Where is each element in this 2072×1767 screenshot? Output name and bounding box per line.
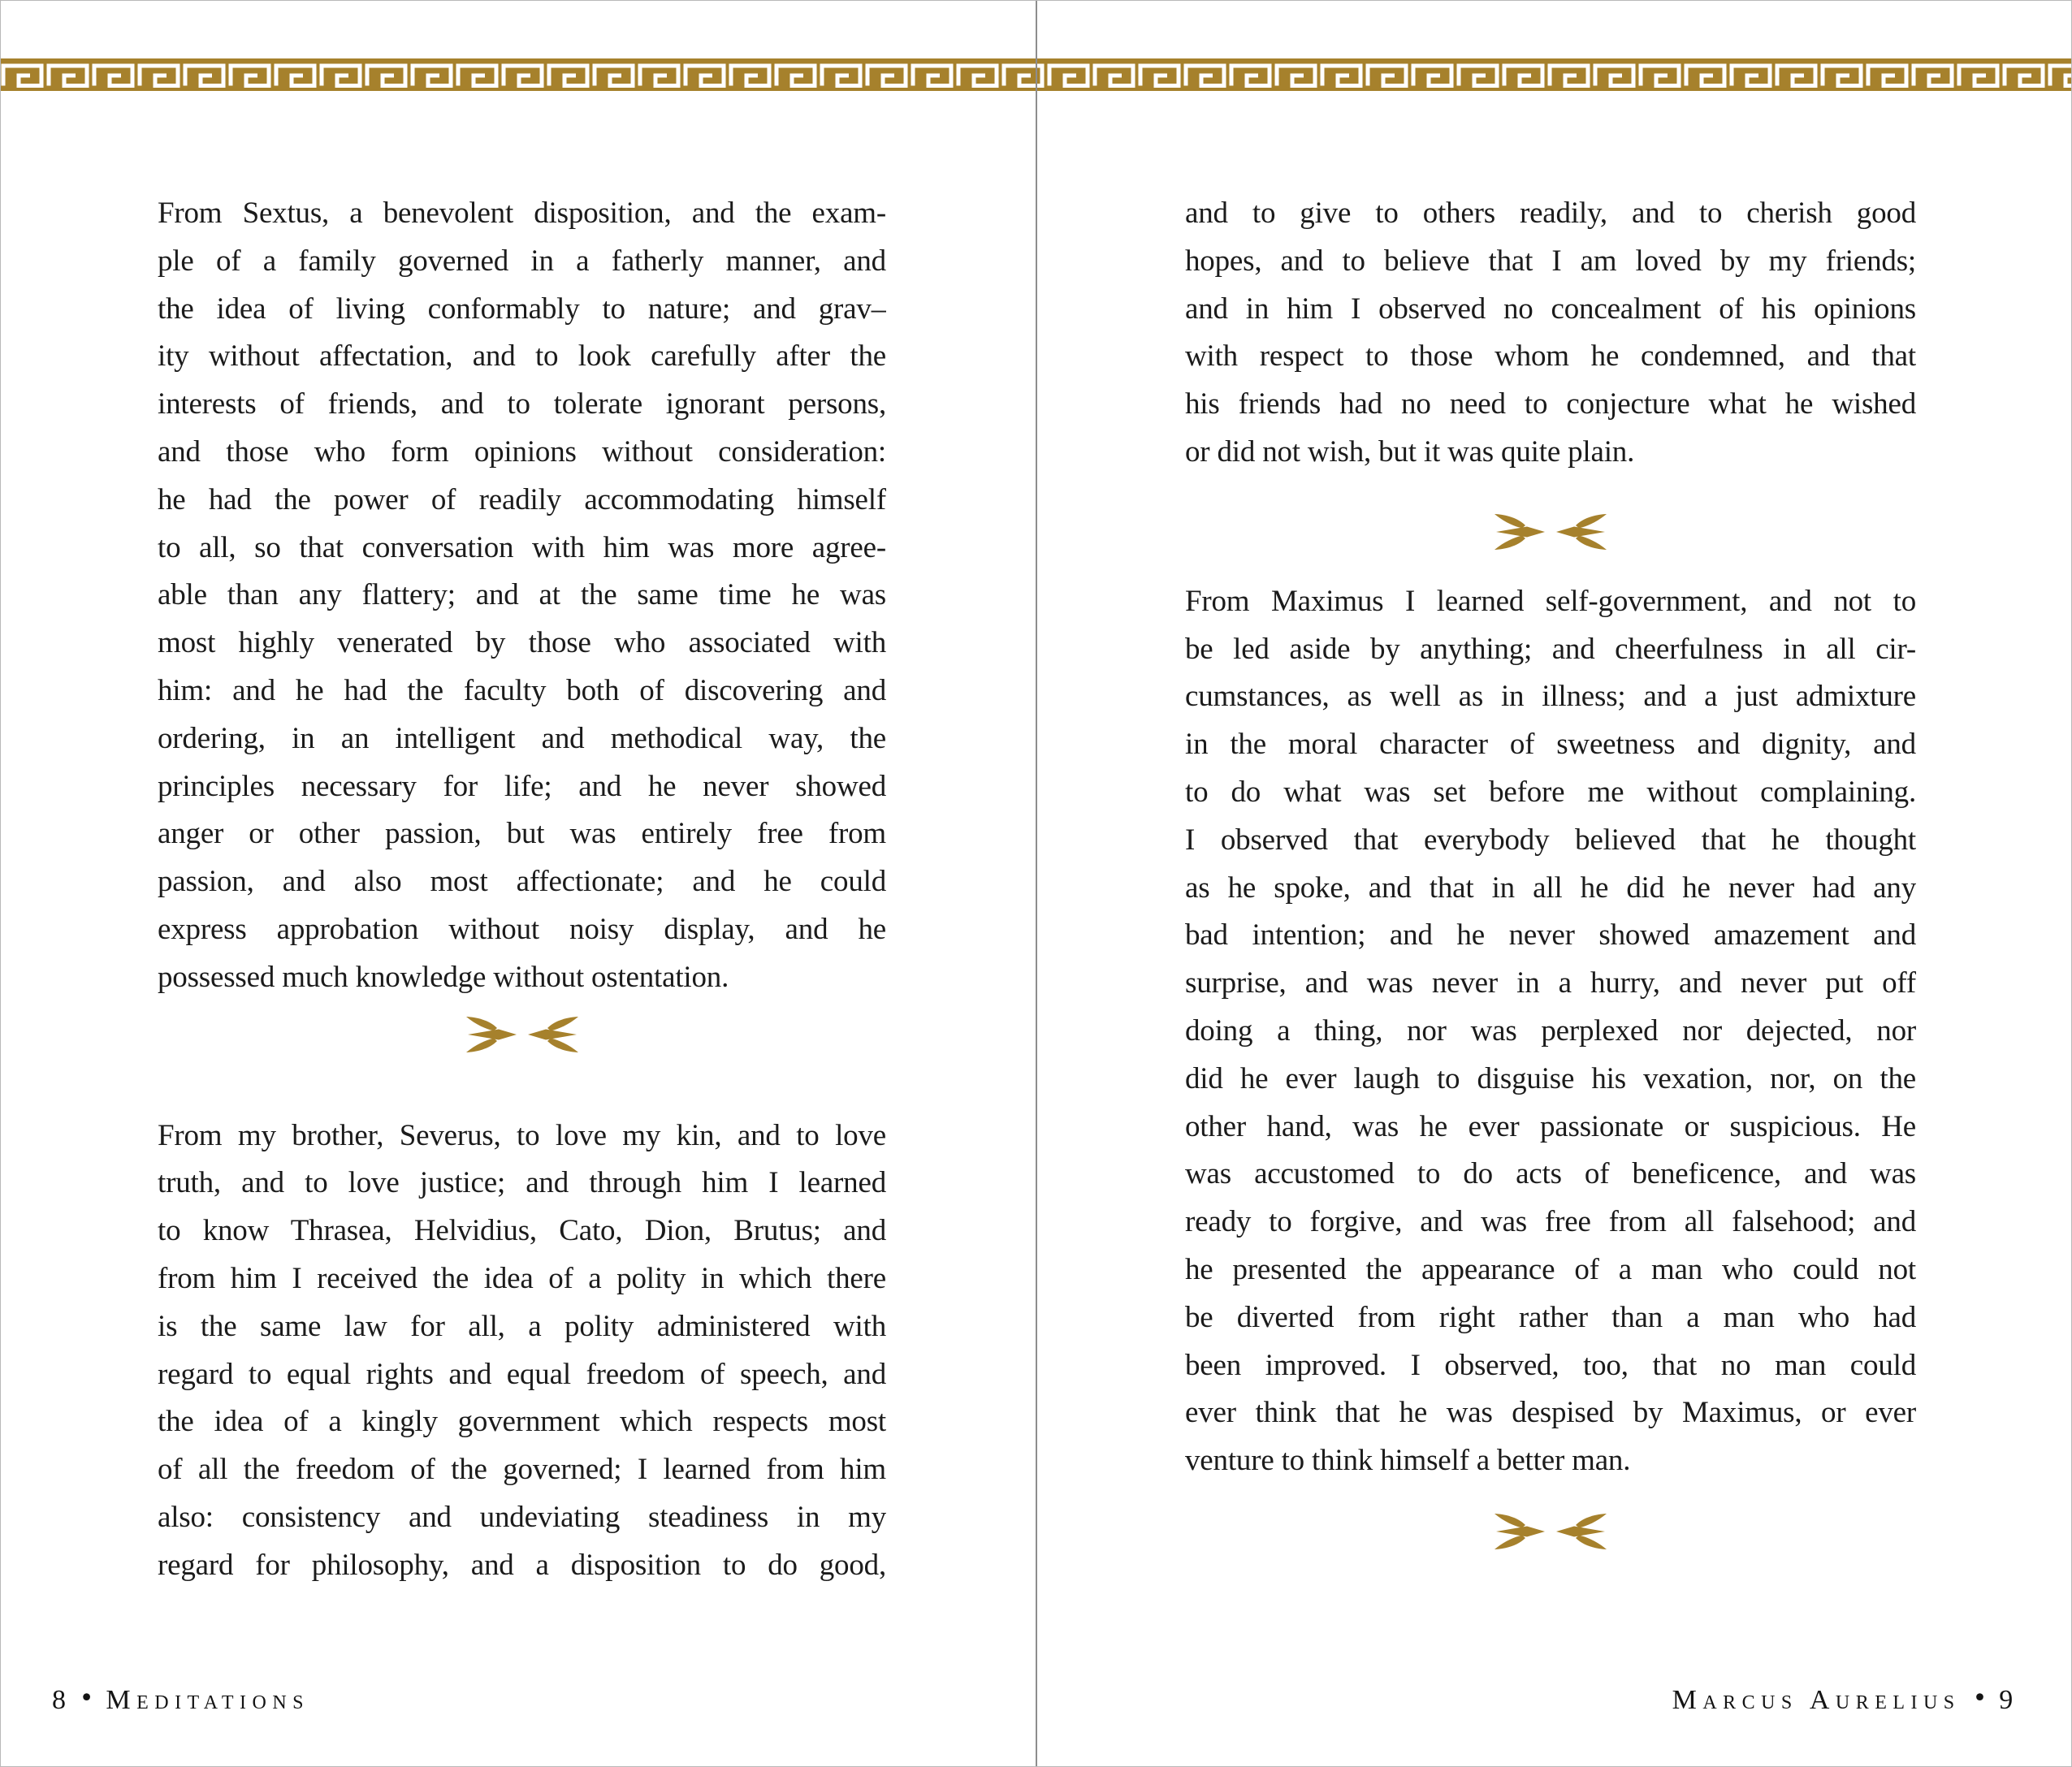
text-line: to know Thrasea, Helvidius, Cato, Dion, Brutus; and	[158, 1214, 886, 1248]
text-line: did he ever laugh to disguise his vexation, nor, on the	[1185, 1061, 1916, 1095]
text-line: passion, and also most affectionate; and he could	[158, 865, 886, 899]
text-line: from him I received the idea of a polity in which there	[158, 1261, 886, 1295]
text-line: anger or other passion, but was entirely free from	[158, 817, 886, 851]
text-line: and in him I observed no concealment of his opinions	[1185, 292, 1916, 326]
text-line: most highly venerated by those who associated with	[158, 626, 886, 660]
paragraph	[1185, 578, 1916, 1485]
text-line: he had the power of readily accommodating himself	[158, 482, 886, 516]
right-page-number: 9	[1999, 1685, 2014, 1715]
text-line: or did not wish, but it was quite plain.	[1185, 434, 1635, 469]
text-line: possessed much knowledge without ostentation.	[158, 960, 729, 994]
text-line: regard for philosophy, and a disposition to do good,	[158, 1548, 886, 1582]
text-line: able than any flattery; and at the same time he was	[158, 578, 886, 612]
text-line: ever think that he was despised by Maximus, or ever	[1185, 1396, 1916, 1430]
text-line: cumstances, as well as in illness; and a just admixture	[1185, 680, 1916, 714]
right-page-footer	[1672, 1685, 2014, 1716]
author-name: Marcus Aurelius	[1672, 1685, 1961, 1715]
facing-arrows-fleuron-icon	[453, 1017, 591, 1052]
text-line: other hand, was he ever passionate or suspicious. He	[1185, 1109, 1916, 1143]
text-line: and those who form opinions without consideration:	[158, 434, 886, 469]
facing-arrows-fleuron-icon	[1482, 514, 1620, 550]
footer-bullet-icon: •	[1972, 1684, 1988, 1713]
paragraph	[158, 190, 886, 1002]
text-line: as he spoke, and that in all he did he never had any	[1185, 871, 1916, 905]
text-line: also: consistency and undeviating steadiness in my	[158, 1500, 886, 1534]
text-line: doing a thing, nor was perplexed nor dejected, nor	[1185, 1013, 1916, 1048]
text-line: venture to think himself a better man.	[1185, 1444, 1631, 1478]
text-line: interests of friends, and to tolerate ignorant persons,	[158, 387, 886, 421]
left-page-number: 8	[52, 1685, 67, 1715]
book-title: Meditations	[106, 1685, 309, 1715]
text-line: in the moral character of sweetness and dignity, and	[1185, 728, 1916, 762]
text-line: From my brother, Severus, to love my kin, and to love	[158, 1118, 886, 1152]
text-line: him: and he had the faculty both of discovering and	[158, 673, 886, 707]
text-line: to all, so that conversation with him was more agree-	[158, 530, 886, 564]
facing-arrows-fleuron-icon	[1482, 1514, 1620, 1549]
text-line: been improved. I observed, too, that no man could	[1185, 1348, 1916, 1382]
text-line: is the same law for all, a polity administered with	[158, 1309, 886, 1343]
text-line: he presented the appearance of a man who could not	[1185, 1252, 1916, 1286]
text-line: From Sextus, a benevolent disposition, and the exam-	[158, 197, 886, 230]
text-line: From Maximus I learned self-government, and not to	[1185, 584, 1916, 618]
page-gutter-divider	[1036, 1, 1037, 1767]
paragraph	[1185, 190, 1916, 477]
text-line: surprise, and was never in a hurry, and never put off	[1185, 966, 1916, 1000]
text-line: the idea of a kingly government which respects most	[158, 1405, 886, 1439]
footer-bullet-icon: •	[79, 1684, 94, 1713]
text-line: principles necessary for life; and he never showed	[158, 769, 886, 803]
text-line: I observed that everybody believed that he thought	[1185, 823, 1916, 857]
text-line: hopes, and to believe that I am loved by my friends;	[1185, 244, 1916, 278]
text-line: ordering, in an intelligent and methodical way, the	[158, 721, 886, 755]
text-line: express approbation without noisy display, and he	[158, 912, 886, 946]
text-line: with respect to those whom he condemned, and that	[1185, 339, 1916, 374]
text-line: ity without affectation, and to look carefully after the	[158, 339, 886, 374]
text-line: his friends had no need to conjecture what he wished	[1185, 387, 1916, 421]
paragraph	[158, 1112, 886, 1590]
text-line: and to give to others readily, and to cherish good	[1185, 197, 1916, 230]
text-line: bad intention; and he never showed amazement and	[1185, 918, 1916, 953]
right-page-text-column	[1185, 190, 1916, 1549]
text-line: ple of a family governed in a fatherly manner, and	[158, 244, 886, 278]
text-line: the idea of living conformably to nature; and grav–	[158, 292, 886, 326]
text-line: be diverted from right rather than a man who had	[1185, 1300, 1916, 1334]
text-line: regard to equal rights and equal freedom of speech, and	[158, 1357, 886, 1391]
text-line: truth, and to love justice; and through him I learned	[158, 1166, 886, 1200]
text-line: of all the freedom of the governed; I learned from him	[158, 1453, 886, 1487]
text-line: be led aside by anything; and cheerfulness in all cir-	[1185, 632, 1916, 666]
text-line: was accustomed to do acts of beneficence, and was	[1185, 1157, 1916, 1191]
left-page-text-column	[158, 190, 886, 1590]
text-line: ready to forgive, and was free from all falsehood; and	[1185, 1205, 1916, 1239]
left-page-footer	[52, 1685, 309, 1716]
text-line: to do what was set before me without complaining.	[1185, 775, 1916, 809]
